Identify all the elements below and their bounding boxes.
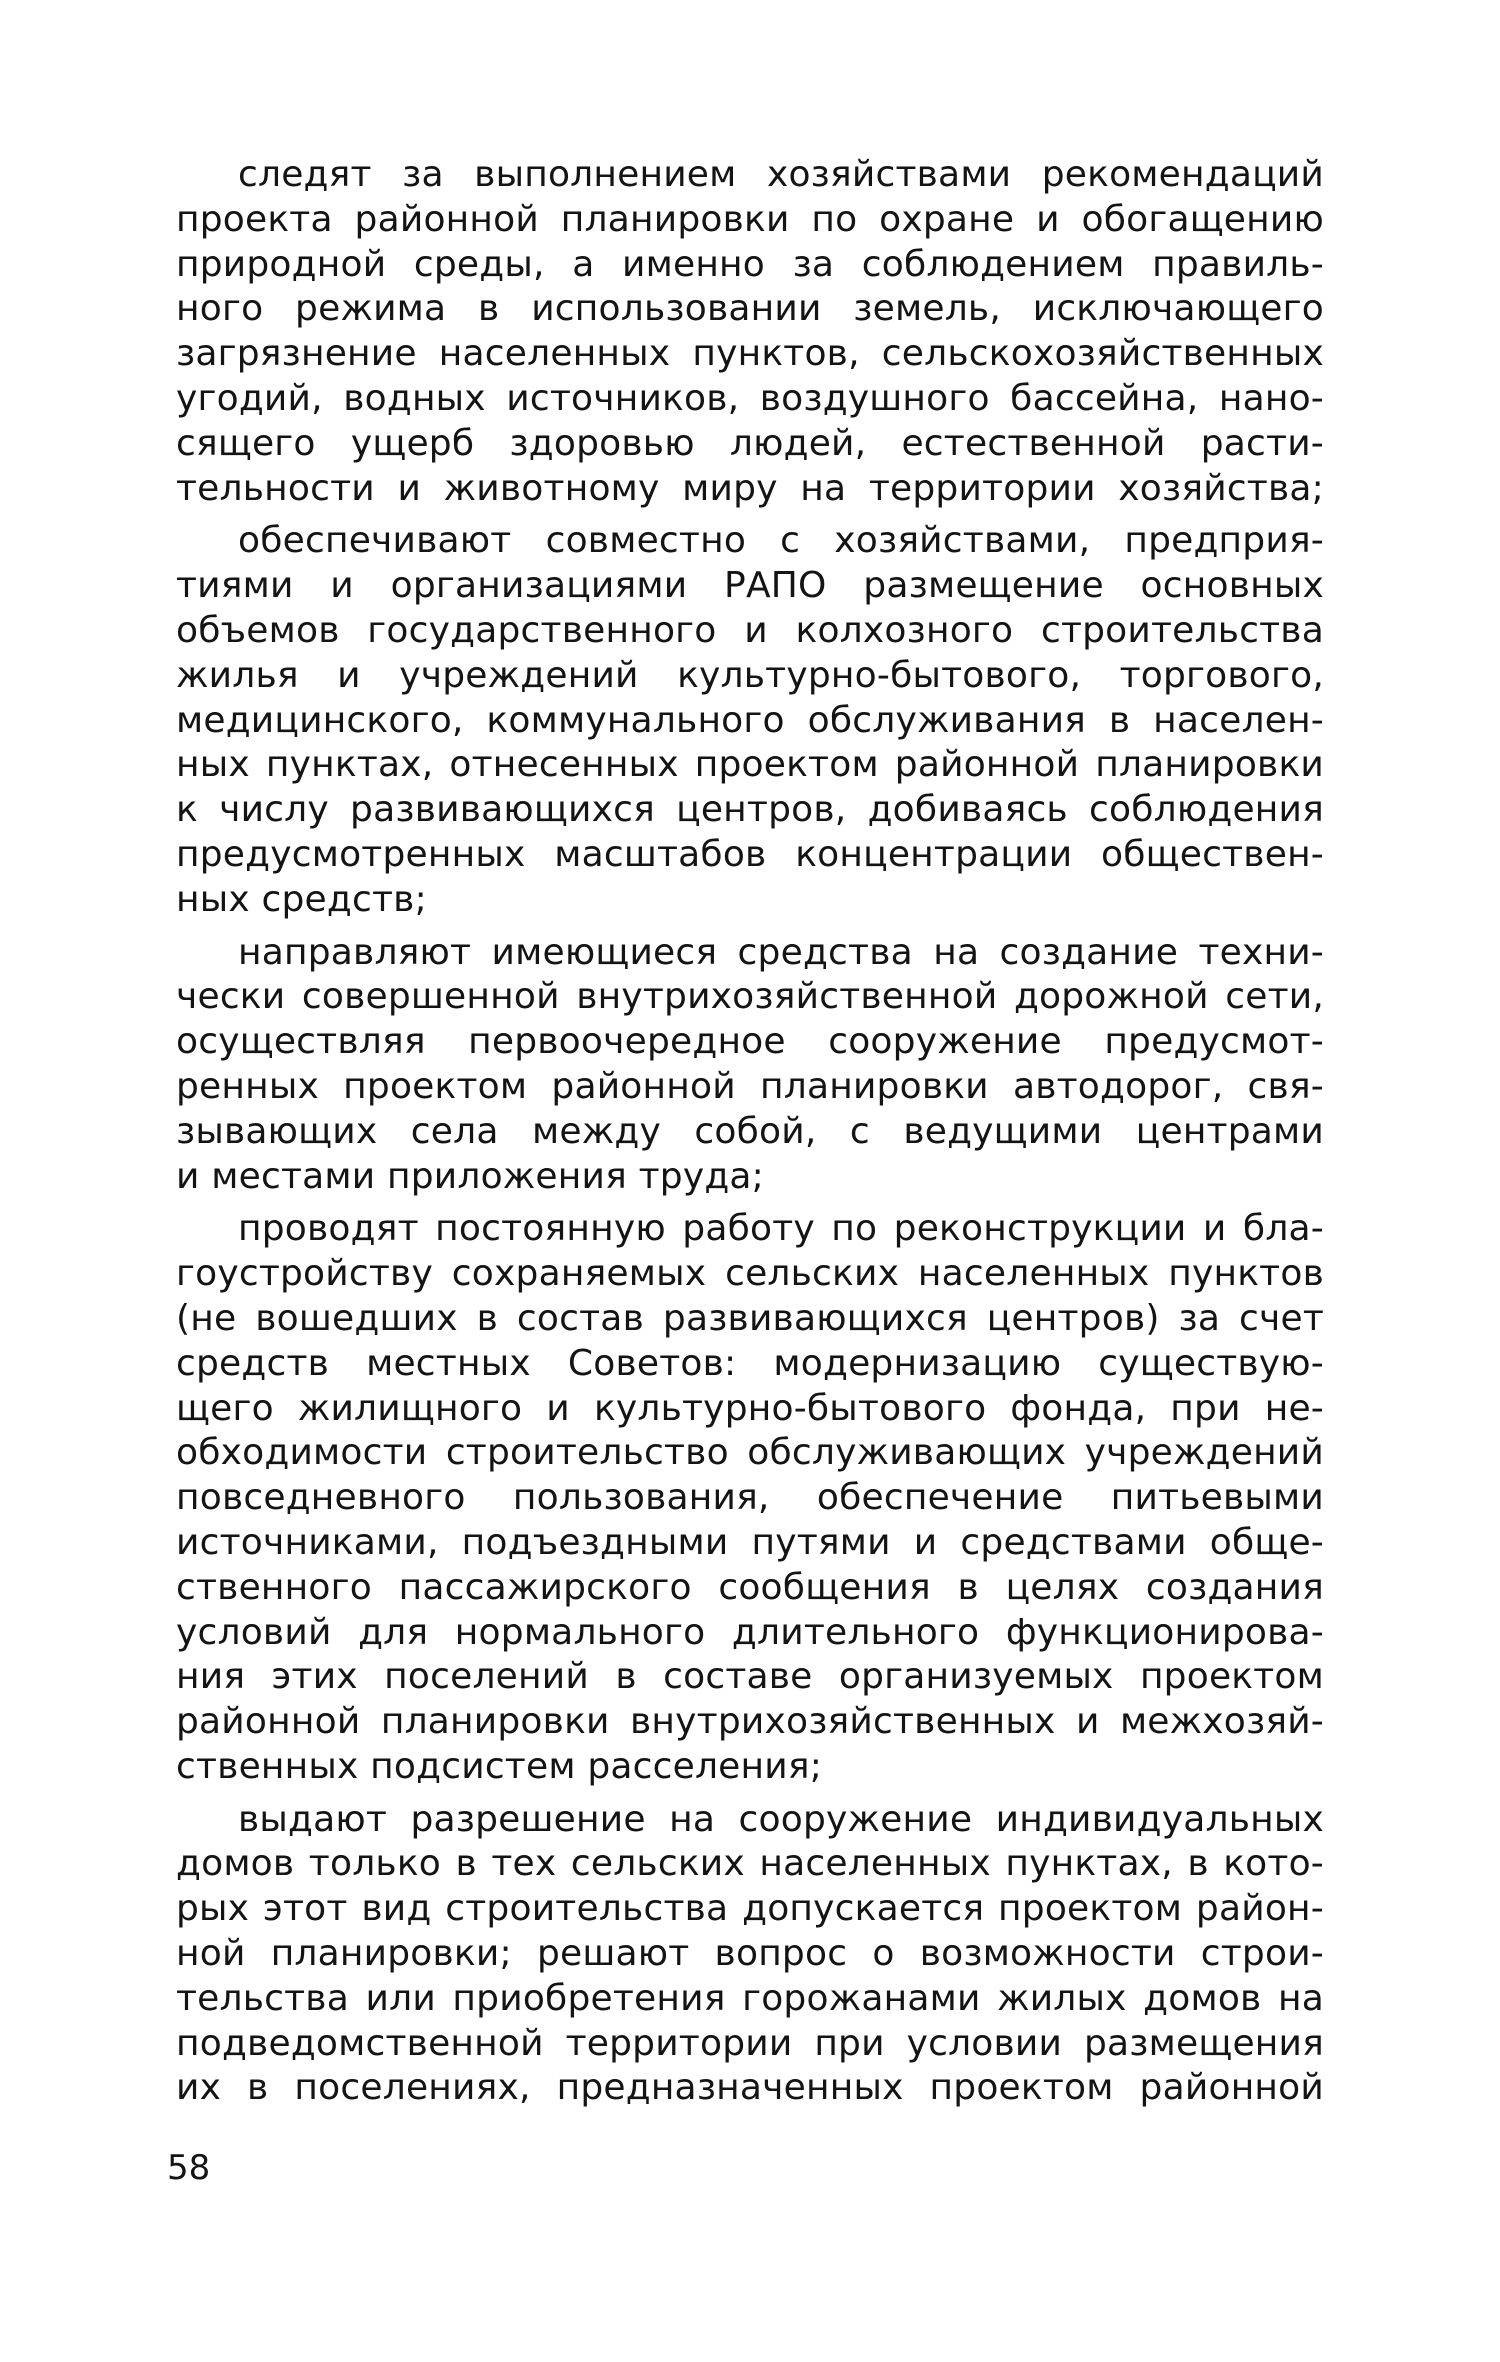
text-line: обеспечивают совместно с хозяйствами, предприя- bbox=[238, 520, 1324, 562]
text-line: к числу развивающихся центров, добиваясь соблюдения bbox=[176, 789, 1324, 831]
text-line: условий для нормального длительного функционирова- bbox=[176, 1611, 1324, 1653]
text-line: средств местных Советов: модернизацию существую- bbox=[176, 1342, 1324, 1384]
text-line: рых этот вид строительства допускается проектом район- bbox=[176, 1888, 1324, 1930]
text-line: ной планировки; решают вопрос о возможности строи- bbox=[176, 1933, 1324, 1975]
text-line: щего жилищного и культурно-бытового фонда, при не- bbox=[176, 1387, 1324, 1429]
text-line: ных средств; bbox=[176, 878, 427, 920]
paragraph-construction-placement bbox=[176, 519, 1324, 922]
text-line: домов только в тех сельских населенных пунктах, в кото- bbox=[176, 1843, 1324, 1885]
text-line: чески совершенной внутрихозяйственной дорожной сети, bbox=[176, 976, 1324, 1018]
text-line: сящего ущерб здоровью людей, естественной расти- bbox=[176, 422, 1324, 464]
paragraph-individual-housing bbox=[176, 1798, 1324, 2112]
text-line: гоустройству сохраняемых сельских населенных пунктов bbox=[176, 1253, 1324, 1295]
text-line: тиями и организациями РАПО размещение основных bbox=[176, 565, 1324, 607]
text-line: (не вошедших в состав развивающихся центров) за счет bbox=[176, 1297, 1324, 1339]
text-line: ных пунктах, отнесенных проектом районной планировки bbox=[176, 744, 1324, 786]
text-line: подведомственной территории при условии размещения bbox=[176, 2022, 1324, 2064]
text-line: осуществляя первоочередное сооружение предусмот- bbox=[176, 1021, 1324, 1063]
text-line: повседневного пользования, обеспечение питьевыми bbox=[176, 1477, 1324, 1519]
text-line: природной среды, а именно за соблюдением правиль- bbox=[176, 243, 1324, 285]
text-line: загрязнение населенных пунктов, сельскохозяйственных bbox=[176, 333, 1324, 375]
body-text bbox=[176, 153, 1324, 2119]
paragraph-reconstruction bbox=[176, 1207, 1324, 1789]
text-line: ного режима в использовании земель, исключающего bbox=[176, 288, 1324, 330]
text-line: ния этих поселений в составе организуемых проектом bbox=[176, 1656, 1324, 1698]
text-line: источниками, подъездными путями и средствами обще- bbox=[176, 1521, 1324, 1563]
text-line: тельности и животному миру на территории хозяйства; bbox=[176, 467, 1324, 509]
text-line: выдают разрешение на сооружение индивидуальных bbox=[238, 1798, 1324, 1840]
text-line: следят за выполнением хозяйствами рекомендаций bbox=[238, 154, 1324, 195]
text-line: предусмотренных масштабов концентрации обществен- bbox=[176, 833, 1324, 875]
text-line: объемов государственного и колхозного строительства bbox=[176, 609, 1324, 651]
text-line: ственных подсистем расселения; bbox=[176, 1745, 823, 1787]
text-line: проекта районной планировки по охране и обогащению bbox=[176, 198, 1324, 240]
text-line: медицинского, коммунального обслуживания в населен- bbox=[176, 699, 1324, 741]
text-line: угодий, водных источников, воздушного бассейна, нано- bbox=[176, 377, 1324, 419]
text-line: проводят постоянную работу по реконструкции и бла- bbox=[238, 1208, 1324, 1250]
text-line: зывающих села между собой, с ведущими центрами bbox=[176, 1110, 1324, 1152]
text-line: ственного пассажирского сообщения в целях создания bbox=[176, 1566, 1324, 1608]
page-number: 58 bbox=[167, 2148, 211, 2188]
text-line: их в поселениях, предназначенных проектом районной bbox=[176, 2067, 1324, 2109]
text-line: и местами приложения труда; bbox=[176, 1155, 765, 1197]
text-line: направляют имеющиеся средства на создание техни- bbox=[238, 931, 1324, 973]
paragraph-environment-protection bbox=[176, 153, 1324, 511]
text-line: жилья и учреждений культурно-бытового, торгового, bbox=[176, 654, 1324, 696]
text-line: ренных проектом районной планировки автодорог, свя- bbox=[176, 1065, 1324, 1107]
text-line: обходимости строительство обслуживающих учреждений bbox=[176, 1432, 1324, 1474]
text-line: тельства или приобретения горожанами жилых домов на bbox=[176, 1977, 1324, 2019]
text-line: районной планировки внутрихозяйственных и межхозяй- bbox=[176, 1701, 1324, 1743]
paragraph-road-network bbox=[176, 931, 1324, 1200]
